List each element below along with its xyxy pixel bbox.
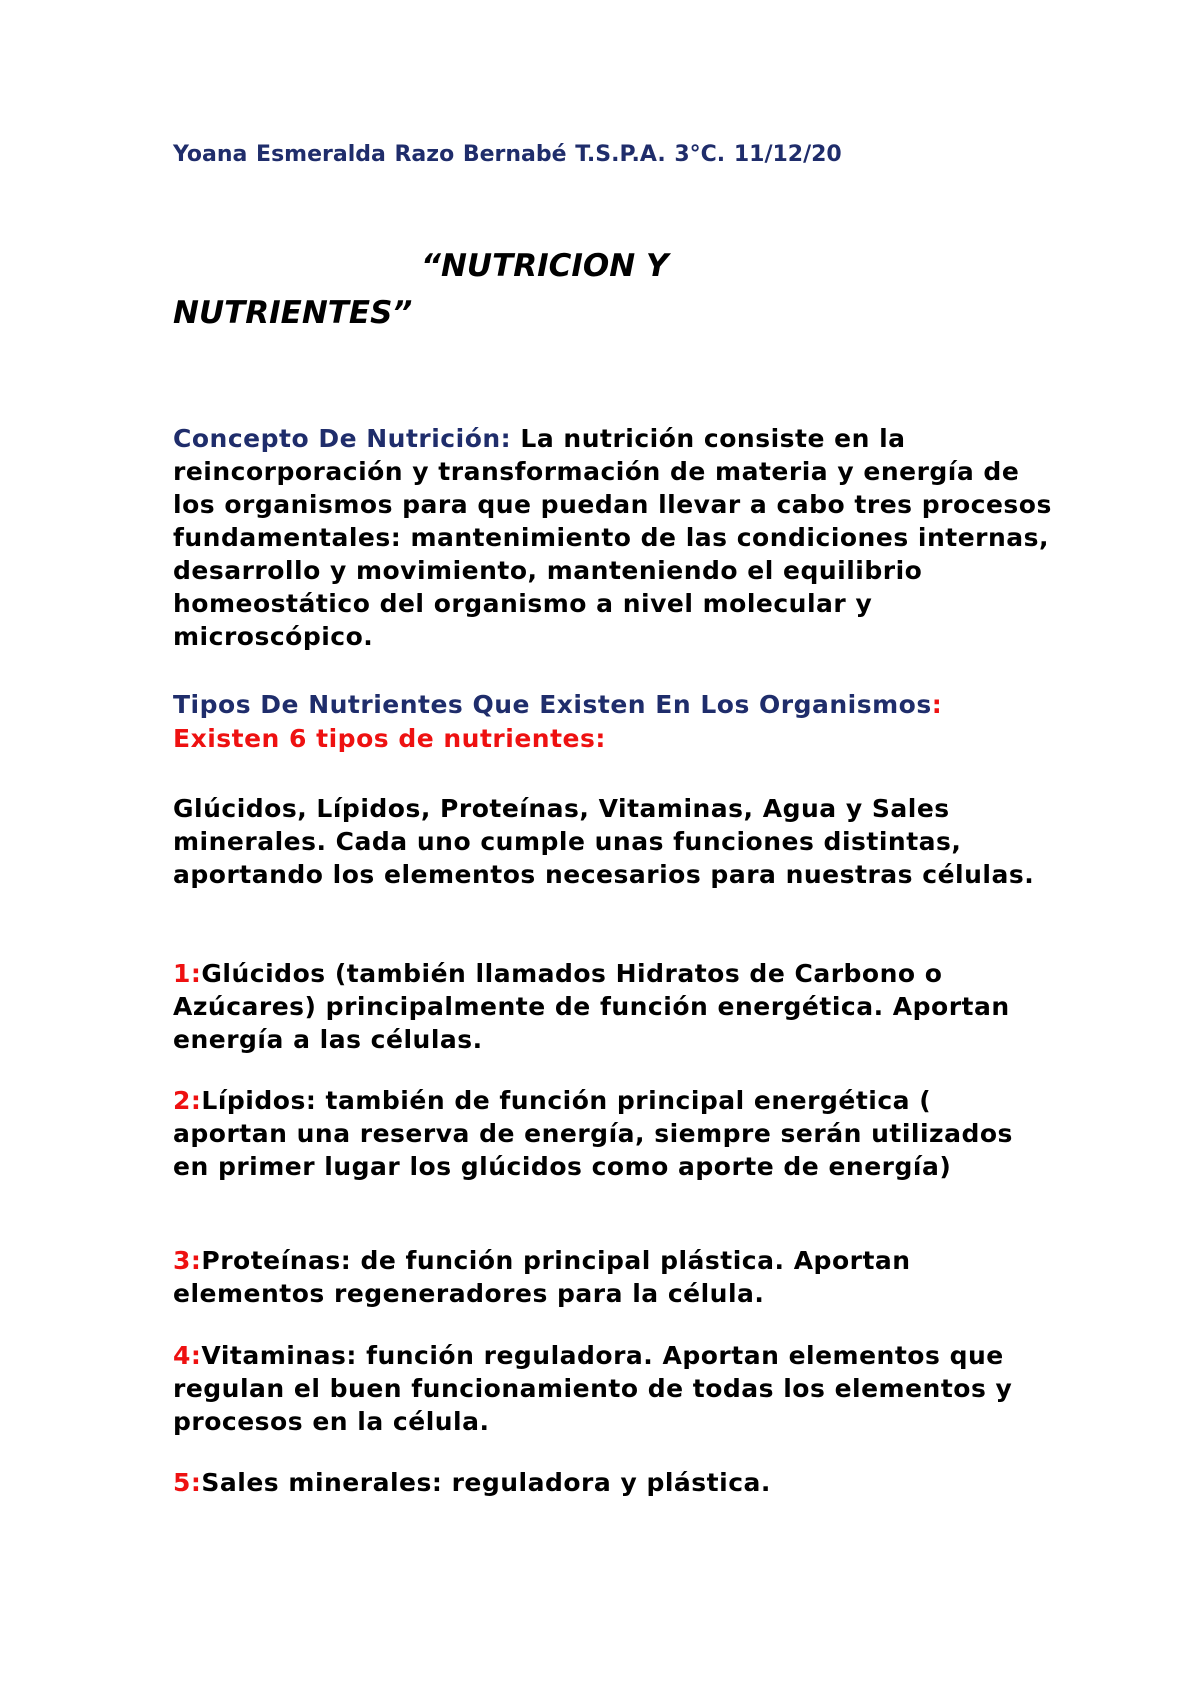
concept-text: La nutrición consiste en la reincorporación y transformación de materia y energía de los organismos para que puedan llevar a cabo tres procesos fundamentales: mantenimiento de las condiciones internas, desarrollo y movimiento, manteniendo el equilibrio homeostático del organismo a nivel molecular y microscópico.	[173, 424, 1052, 651]
types-heading-colon: :	[931, 690, 943, 719]
item-text: Glúcidos (también llamados Hidratos de Carbono o Azúcares) principalmente de función energética. Aportan energía a las células.	[173, 959, 1010, 1054]
nutrient-item-sales-minerales	[173, 1466, 1053, 1499]
item-number: 3:	[173, 1246, 202, 1275]
types-heading-text: Tipos De Nutrientes Que Existen En Los Organismos	[173, 690, 932, 719]
nutrient-item-vitaminas	[173, 1339, 1053, 1438]
nutrient-item-glucidos	[173, 957, 1053, 1056]
item-text: Proteínas: de función principal plástica. Aportan elementos regeneradores para la célula.	[173, 1246, 911, 1308]
item-text: Lípidos: también de función principal energética ( aportan una reserva de energía, siempre serán utilizados en primer lugar los glúcidos como aporte de energía)	[173, 1086, 1013, 1181]
nutrients-intro-paragraph: Glúcidos, Lípidos, Proteínas, Vitaminas, Agua y Sales minerales. Cada uno cumple unas funciones distintas, aportando los elementos necesarios para nuestras células.	[173, 794, 1035, 889]
concept-paragraph	[173, 422, 1053, 653]
item-number: 4:	[173, 1341, 202, 1370]
author-header: Yoana Esmeralda Razo Bernabé T.S.P.A. 3°C. 11/12/20	[173, 142, 842, 167]
item-text: Sales minerales: reguladora y plástica.	[201, 1468, 771, 1497]
nutrient-item-proteinas	[173, 1244, 1053, 1310]
document-title: “NUTRICION Y NUTRIENTES”	[173, 248, 669, 331]
item-number: 1:	[173, 959, 202, 988]
item-number: 2:	[173, 1086, 202, 1115]
concept-label: Concepto De Nutrición:	[173, 424, 512, 453]
item-number: 5:	[173, 1468, 202, 1497]
types-subheading: Existen 6 tipos de nutrientes:	[173, 724, 606, 753]
nutrient-item-lipidos	[173, 1084, 1053, 1183]
item-text: Vitaminas: función reguladora. Aportan elementos que regulan el buen funcionamiento de todas los elementos y procesos en la célula.	[173, 1341, 1013, 1436]
types-heading	[173, 688, 1073, 721]
